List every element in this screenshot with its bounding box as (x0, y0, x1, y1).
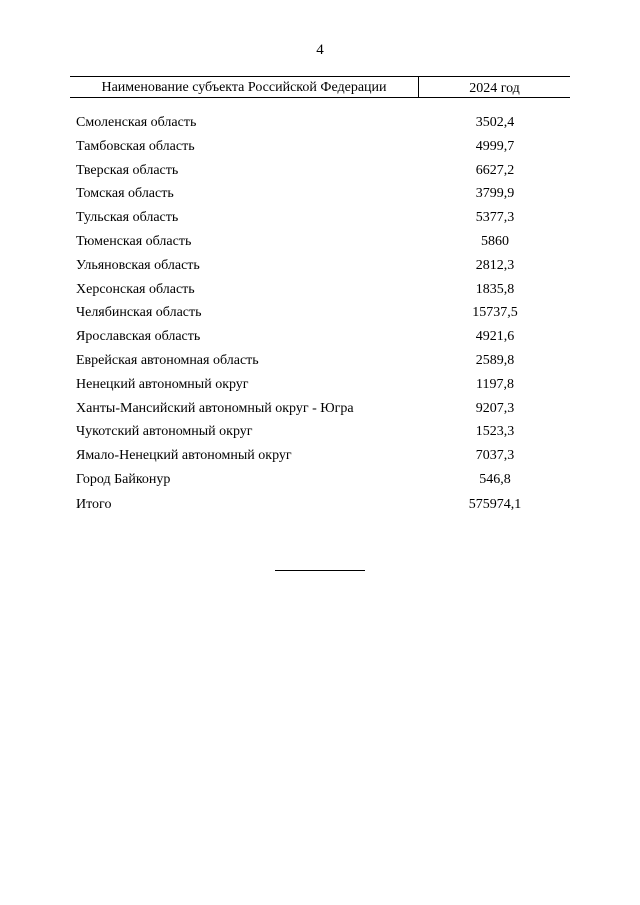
subject-value: 2589,8 (475, 352, 515, 368)
end-of-document-rule (275, 570, 365, 571)
subject-value: 1523,3 (475, 424, 515, 440)
subject-value: 546,8 (479, 471, 511, 487)
total-row (0, 496, 640, 516)
subject-value: 6627,2 (475, 162, 515, 178)
table-row (0, 304, 640, 328)
page-number: 4 (316, 42, 324, 58)
table-row (0, 162, 640, 186)
subject-name: Тверская область (76, 162, 179, 178)
table-row (0, 447, 640, 471)
table-row (0, 376, 640, 400)
subject-value: 5860 (481, 233, 509, 249)
subject-name: Ульяновская область (76, 257, 200, 273)
subject-value: 3502,4 (475, 115, 515, 130)
subject-value: 7037,3 (475, 448, 515, 464)
table-row (0, 185, 640, 209)
table-row (0, 423, 640, 447)
table-row (0, 257, 640, 281)
table-row (0, 400, 640, 424)
subject-value: 1835,8 (475, 281, 515, 297)
table-row (0, 233, 640, 257)
subject-name: Чукотский автономный округ (76, 424, 253, 440)
subject-name: Челябинская область (76, 305, 202, 321)
subject-name: Тюменская область (76, 233, 192, 249)
table-row (0, 138, 640, 162)
subject-value: 1197,8 (476, 376, 514, 392)
subject-name: Херсонская область (76, 281, 195, 297)
subject-name: Тульская область (76, 210, 179, 226)
subject-name: Город Байконур (76, 471, 171, 487)
subject-name: Ханты-Мансийский автономный округ - Югра (76, 400, 354, 416)
subject-name: Смоленская область (76, 115, 197, 130)
subject-name: Ярославская область (76, 329, 201, 345)
subject-name: Ненецкий автономный округ (76, 376, 249, 392)
table-row (0, 281, 640, 305)
subject-value: 2812,3 (475, 257, 515, 273)
total-value: 575974,1 (468, 497, 522, 512)
table-row (0, 114, 640, 138)
subject-value: 9207,3 (475, 400, 515, 416)
table-row (0, 328, 640, 352)
subject-value: 3799,9 (475, 186, 515, 202)
subject-value: 4921,6 (475, 329, 515, 345)
table-row (0, 352, 640, 376)
header-year-column: 2024 год (469, 81, 520, 96)
subject-value: 5377,3 (475, 210, 515, 226)
header-subject-column: Наименование субъекта Российской Федерации (101, 80, 387, 95)
table-row (0, 209, 640, 233)
subject-value: 15737,5 (472, 305, 518, 321)
subject-value: 4999,7 (475, 138, 515, 154)
subject-name: Томская область (76, 186, 174, 202)
table-row (0, 471, 640, 495)
subject-name: Еврейская автономная область (76, 352, 259, 368)
subject-name: Ямало-Ненецкий автономный округ (76, 448, 292, 464)
subject-name: Тамбовская область (76, 138, 195, 154)
table-header (70, 76, 570, 98)
total-label: Итого (76, 497, 112, 512)
table-body (0, 114, 640, 495)
